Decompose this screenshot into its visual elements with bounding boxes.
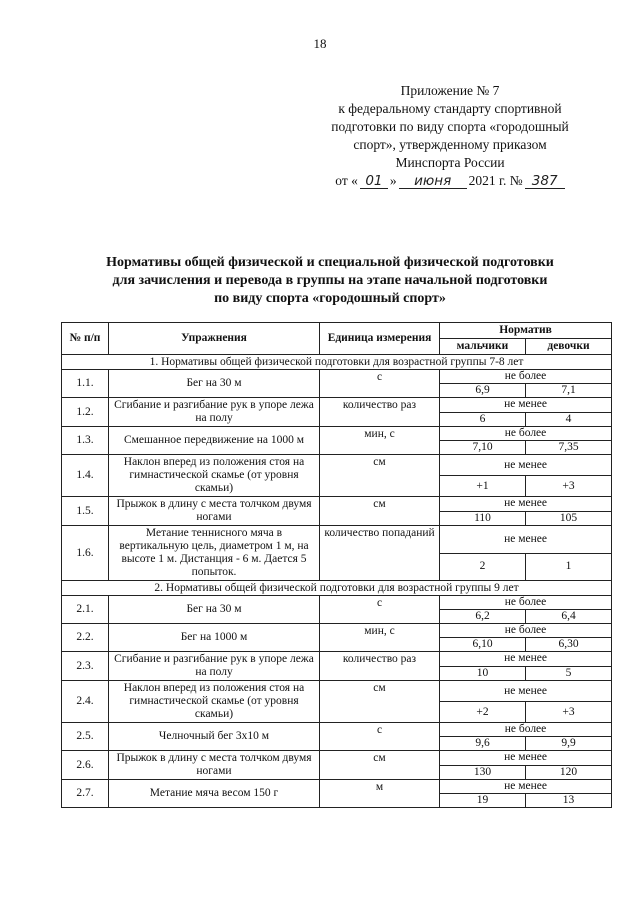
norm-condition: не менее <box>440 497 612 512</box>
table-row <box>62 526 612 554</box>
table-row <box>62 681 612 702</box>
row-number: 1.4. <box>62 455 109 497</box>
exercise-name: Наклон вперед из положения стоя на гимнастической скамье (от уровня скамьи) <box>109 681 320 723</box>
norm-condition: не более <box>440 596 612 610</box>
unit-of-measure: с <box>320 596 440 624</box>
standards-table <box>61 322 612 808</box>
norm-condition: не менее <box>440 652 612 667</box>
exercise-name: Челночный бег 3х10 м <box>109 723 320 751</box>
girls-value: 9,9 <box>526 737 612 751</box>
unit-of-measure: мин, с <box>320 624 440 652</box>
appendix-line-4: спорт», утвержденному приказом <box>353 137 547 152</box>
boys-value: 2 <box>440 553 526 581</box>
section-title: 1. Нормативы общей физической подготовки для возрастной группы 7-8 лет <box>62 355 612 370</box>
unit-of-measure: см <box>320 681 440 723</box>
row-number: 2.6. <box>62 751 109 780</box>
norm-condition: не менее <box>440 681 612 702</box>
appendix-line-3: подготовки по виду спорта «городошный <box>331 119 569 134</box>
unit-of-measure: с <box>320 370 440 398</box>
exercise-name: Прыжок в длину с места толчком двумя ногами <box>109 497 320 526</box>
table-row <box>62 652 612 667</box>
girls-value: 5 <box>526 666 612 681</box>
table-row <box>62 497 612 512</box>
title-line-1: Нормативы общей физической и специальной физической подготовки <box>106 255 554 270</box>
exercise-name: Бег на 30 м <box>109 596 320 624</box>
table-row <box>62 780 612 794</box>
boys-value: 6,9 <box>440 384 526 398</box>
handwritten-order-number: 387 <box>525 174 565 189</box>
document-title <box>40 254 620 308</box>
exercise-name: Смешанное передвижение на 1000 м <box>109 427 320 455</box>
table-row <box>62 624 612 638</box>
exercise-name: Бег на 1000 м <box>109 624 320 652</box>
header-exercise: Упражнения <box>109 323 320 355</box>
section-title: 2. Нормативы общей физической подготовки для возрастной группы 9 лет <box>62 581 612 596</box>
boys-value: +1 <box>440 476 526 497</box>
title-line-2: для зачисления и перевода в группы на этапе начальной подготовки <box>112 273 548 288</box>
row-number: 1.5. <box>62 497 109 526</box>
appendix-header <box>300 82 600 190</box>
norm-condition: не менее <box>440 398 612 413</box>
girls-value: 6,4 <box>526 610 612 624</box>
boys-value: 7,10 <box>440 441 526 455</box>
section-row <box>62 581 612 596</box>
boys-value: +2 <box>440 702 526 723</box>
date-mid: » <box>389 173 397 188</box>
girls-value: 105 <box>526 511 612 526</box>
girls-value: +3 <box>526 702 612 723</box>
unit-of-measure: количество раз <box>320 398 440 427</box>
unit-of-measure: см <box>320 751 440 780</box>
unit-of-measure: с <box>320 723 440 751</box>
row-number: 2.4. <box>62 681 109 723</box>
header-girls: девочки <box>526 339 612 355</box>
appendix-line-5: Минспорта России <box>395 155 505 170</box>
norm-condition: не более <box>440 427 612 441</box>
boys-value: 130 <box>440 765 526 780</box>
norm-condition: не менее <box>440 780 612 794</box>
norm-condition: не менее <box>440 455 612 476</box>
header-boys: мальчики <box>440 339 526 355</box>
handwritten-month: июня <box>399 174 467 189</box>
header-num: № п/п <box>62 323 109 355</box>
table-row <box>62 370 612 384</box>
norm-condition: не более <box>440 723 612 737</box>
exercise-name: Метание теннисного мяча в вертикальную цель, диаметром 1 м, на высоте 1 м. Дистанция - 6 м. Дается 5 попыток. <box>109 526 320 581</box>
girls-value: 7,35 <box>526 441 612 455</box>
table-body <box>62 355 612 808</box>
date-year: 2021 г. № <box>468 173 523 188</box>
girls-value: 4 <box>526 412 612 427</box>
exercise-name: Бег на 30 м <box>109 370 320 398</box>
girls-value: +3 <box>526 476 612 497</box>
title-line-3: по виду спорта «городошный спорт» <box>214 291 446 306</box>
row-number: 1.2. <box>62 398 109 427</box>
handwritten-day: 01 <box>360 174 388 189</box>
girls-value: 6,30 <box>526 638 612 652</box>
appendix-line-1: Приложение № 7 <box>400 83 500 98</box>
boys-value: 6,10 <box>440 638 526 652</box>
row-number: 2.5. <box>62 723 109 751</box>
girls-value: 1 <box>526 553 612 581</box>
unit-of-measure: см <box>320 497 440 526</box>
boys-value: 110 <box>440 511 526 526</box>
girls-value: 13 <box>526 794 612 808</box>
row-number: 2.1. <box>62 596 109 624</box>
row-number: 1.1. <box>62 370 109 398</box>
table-row <box>62 596 612 610</box>
page-number: 18 <box>313 36 327 51</box>
header-unit: Единица измерения <box>320 323 440 355</box>
order-date-line <box>300 172 600 190</box>
girls-value: 120 <box>526 765 612 780</box>
girls-value: 7,1 <box>526 384 612 398</box>
norm-condition: не более <box>440 624 612 638</box>
norm-condition: не более <box>440 370 612 384</box>
row-number: 1.3. <box>62 427 109 455</box>
date-prefix: от « <box>335 173 358 188</box>
unit-of-measure: мин, с <box>320 427 440 455</box>
boys-value: 6,2 <box>440 610 526 624</box>
appendix-line-2: к федеральному стандарту спортивной <box>338 101 562 116</box>
unit-of-measure: м <box>320 780 440 808</box>
boys-value: 10 <box>440 666 526 681</box>
boys-value: 6 <box>440 412 526 427</box>
row-number: 1.6. <box>62 526 109 581</box>
exercise-name: Наклон вперед из положения стоя на гимнастической скамье (от уровня скамьи) <box>109 455 320 497</box>
exercise-name: Метание мяча весом 150 г <box>109 780 320 808</box>
unit-of-measure: см <box>320 455 440 497</box>
boys-value: 9,6 <box>440 737 526 751</box>
unit-of-measure: количество раз <box>320 652 440 681</box>
header-norm: Норматив <box>440 323 612 339</box>
norm-condition: не менее <box>440 751 612 766</box>
boys-value: 19 <box>440 794 526 808</box>
table-row <box>62 723 612 737</box>
table-row <box>62 455 612 476</box>
unit-of-measure: количество попаданий <box>320 526 440 581</box>
row-number: 2.3. <box>62 652 109 681</box>
table-row <box>62 427 612 441</box>
norm-condition: не менее <box>440 526 612 554</box>
exercise-name: Сгибание и разгибание рук в упоре лежа на полу <box>109 652 320 681</box>
row-number: 2.7. <box>62 780 109 808</box>
section-row <box>62 355 612 370</box>
table-row <box>62 751 612 766</box>
exercise-name: Сгибание и разгибание рук в упоре лежа на полу <box>109 398 320 427</box>
row-number: 2.2. <box>62 624 109 652</box>
exercise-name: Прыжок в длину с места толчком двумя ногами <box>109 751 320 780</box>
table-row <box>62 398 612 413</box>
